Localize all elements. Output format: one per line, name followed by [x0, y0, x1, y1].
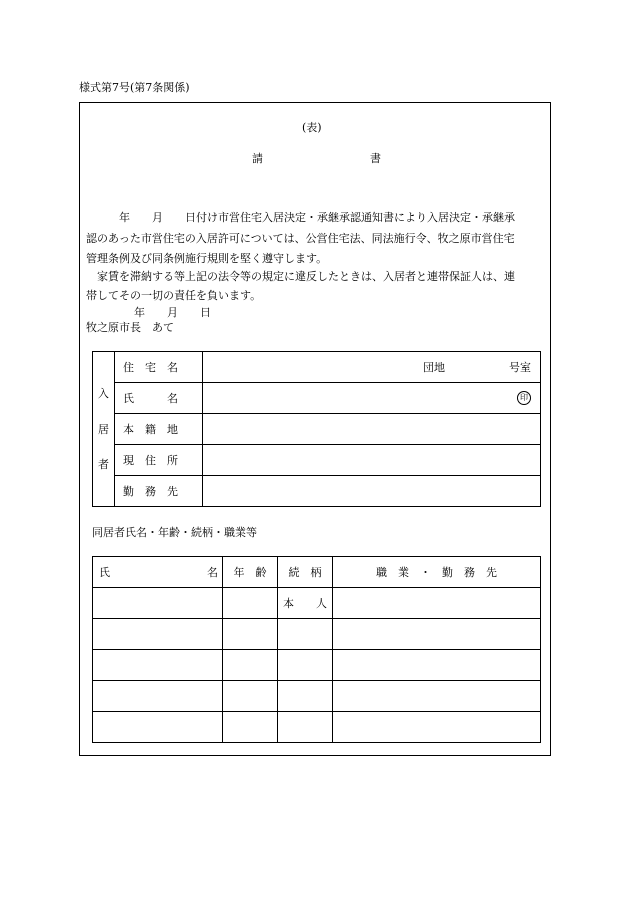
housing-danchi-label: 団地: [423, 361, 445, 374]
header-age: 年 齢: [223, 557, 278, 588]
household-caption: 同居者氏名・年齢・続柄・職業等: [92, 526, 257, 539]
household-row: [93, 650, 541, 681]
seal-mark: 印: [517, 391, 531, 405]
resident-group-char-2: 居: [98, 423, 109, 436]
label-resident-name: 氏 名: [115, 383, 203, 414]
household-relation-cell[interactable]: [278, 619, 333, 650]
header-name: [93, 557, 223, 588]
side-label: (表): [302, 121, 322, 134]
date-line: 年 月 日: [134, 306, 211, 319]
household-name-cell[interactable]: [93, 681, 223, 712]
household-row: [93, 681, 541, 712]
form-number: 様式第7号(第7条関係): [79, 81, 190, 94]
workplace-field[interactable]: [203, 476, 541, 507]
label-workplace: 勤 務 先: [115, 476, 203, 507]
label-current-address: 現 住 所: [115, 445, 203, 476]
household-age-cell[interactable]: [223, 588, 278, 619]
header-name-a: 氏: [99, 566, 110, 579]
header-name-b: 名: [207, 566, 218, 579]
body-line-2: 認のあった市営住宅の入居許可については、公営住宅法、同法施行令、牧之原市営住宅: [86, 232, 515, 245]
household-relation-cell[interactable]: [278, 650, 333, 681]
resident-group-char-3: 者: [98, 458, 109, 471]
household-age-cell[interactable]: [223, 681, 278, 712]
household-row: [93, 588, 541, 619]
household-name-cell[interactable]: [93, 650, 223, 681]
resident-group-cell: [93, 352, 115, 507]
housing-name-field[interactable]: [203, 352, 541, 383]
household-row: [93, 619, 541, 650]
body-line-3: 管理条例及び同条例施行規則を堅く遵守します。: [86, 252, 328, 265]
addressee: 牧之原市長 あて: [86, 321, 174, 334]
header-occupation: 職 業 ・ 勤 務 先: [333, 557, 541, 588]
household-relation-cell[interactable]: [278, 712, 333, 743]
household-name-cell[interactable]: [93, 712, 223, 743]
resident-table: [92, 351, 541, 507]
body-line-1: 年 月 日付け市営住宅入居決定・承継承認通知書により入居決定・承継承: [86, 211, 515, 224]
household-row: [93, 712, 541, 743]
household-relation-cell[interactable]: [278, 681, 333, 712]
body-line-5: 帯してその一切の責任を負います。: [86, 289, 262, 302]
resident-name-field[interactable]: [203, 383, 541, 414]
current-address-field[interactable]: [203, 445, 541, 476]
household-name-cell[interactable]: [93, 619, 223, 650]
household-relation-cell: 本 人: [278, 588, 333, 619]
header-relation: 続 柄: [278, 557, 333, 588]
title-char-2: 書: [370, 152, 381, 165]
household-age-cell[interactable]: [223, 619, 278, 650]
title-char-1: 請: [252, 152, 263, 165]
household-occupation-cell[interactable]: [333, 619, 541, 650]
housing-room-label: 号室: [509, 361, 531, 374]
household-name-cell[interactable]: [93, 588, 223, 619]
household-occupation-cell[interactable]: [333, 588, 541, 619]
resident-group-char-1: 入: [98, 387, 109, 400]
body-line-4: 家賃を滞納する等上記の法令等の規定に違反したときは、入居者と連帯保証人は、連: [86, 270, 515, 283]
household-age-cell[interactable]: [223, 650, 278, 681]
household-age-cell[interactable]: [223, 712, 278, 743]
household-occupation-cell[interactable]: [333, 712, 541, 743]
label-registered-domicile: 本 籍 地: [115, 414, 203, 445]
household-occupation-cell[interactable]: [333, 681, 541, 712]
household-table: [92, 556, 541, 743]
household-occupation-cell[interactable]: [333, 650, 541, 681]
label-housing-name: 住 宅 名: [115, 352, 203, 383]
registered-domicile-field[interactable]: [203, 414, 541, 445]
